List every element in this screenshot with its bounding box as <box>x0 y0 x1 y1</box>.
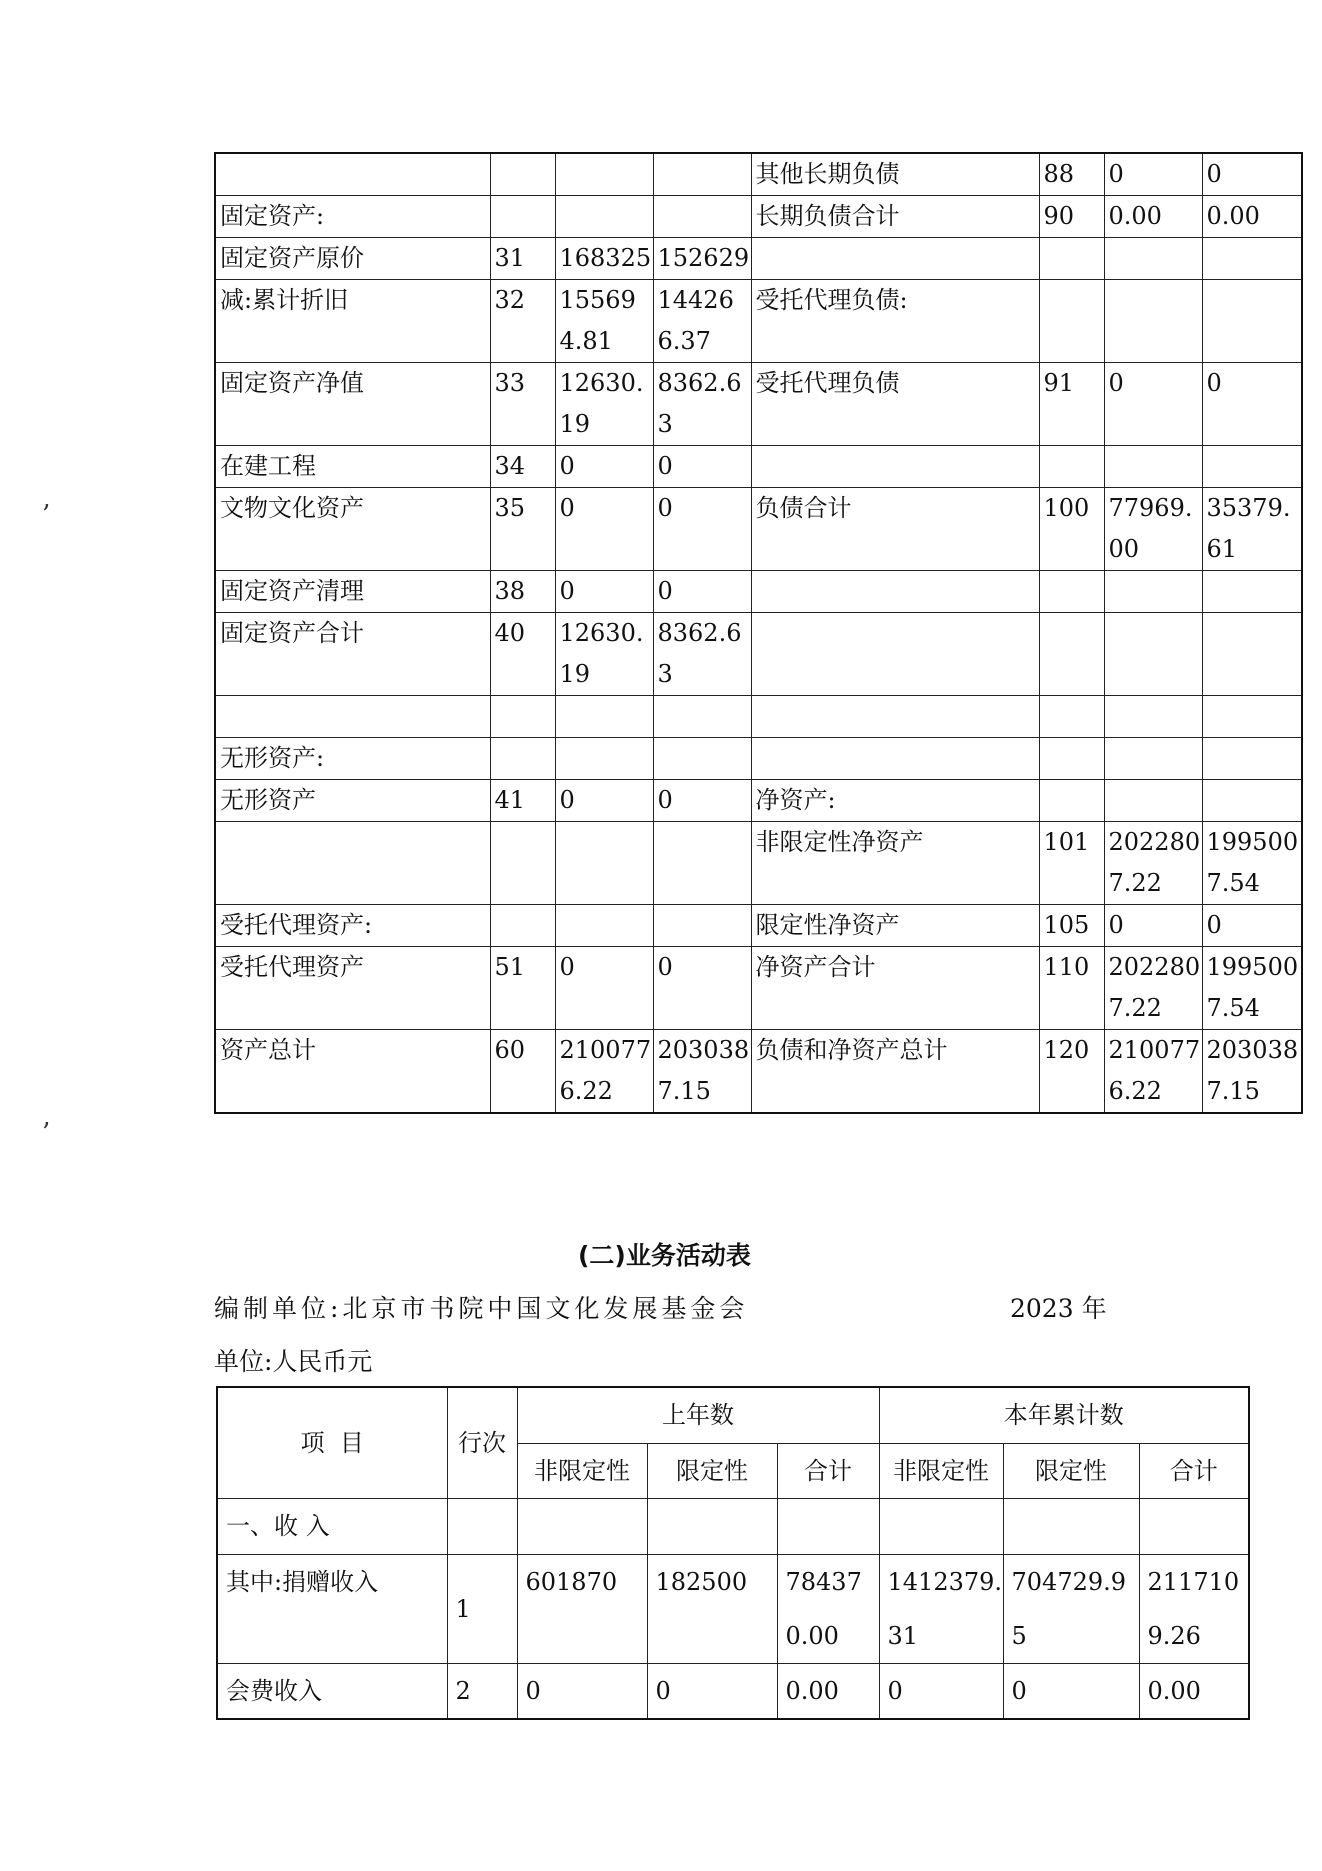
table-row <box>215 363 1302 446</box>
table-cell <box>1202 238 1302 280</box>
header-curr-total: 合计 <box>1139 1443 1249 1498</box>
table-cell <box>653 196 751 238</box>
header-curr-restricted: 限定性 <box>1003 1443 1139 1498</box>
header-prev-total: 合计 <box>777 1443 879 1498</box>
table-cell: 0 <box>555 446 653 488</box>
table-cell: 负债和净资产总计 <box>751 1030 1039 1114</box>
table-cell: 41 <box>490 780 555 822</box>
table-cell: 8362.63 <box>653 363 751 446</box>
table-cell: 固定资产合计 <box>215 613 490 696</box>
header-item: 项 目 <box>217 1387 447 1498</box>
table-cell: 固定资产原价 <box>215 238 490 280</box>
table-cell: 1 <box>447 1554 517 1663</box>
table-cell <box>555 738 653 780</box>
scan-mark: ’ <box>42 1118 51 1148</box>
table-cell: 长期负债合计 <box>751 196 1039 238</box>
table-cell: 0 <box>555 780 653 822</box>
table-cell <box>1104 571 1202 613</box>
header-curr-unrestricted: 非限定性 <box>879 1443 1003 1498</box>
table-cell: 91 <box>1039 363 1104 446</box>
table-cell <box>1104 738 1202 780</box>
header-curr-year: 本年累计数 <box>879 1387 1249 1443</box>
table-cell: 0 <box>1104 153 1202 196</box>
table-cell <box>447 1498 517 1554</box>
table-cell: 90 <box>1039 196 1104 238</box>
table-cell <box>751 446 1039 488</box>
table-row <box>215 905 1302 947</box>
table-cell <box>490 738 555 780</box>
table-cell: 0 <box>1202 905 1302 947</box>
table-cell: 2117109.26 <box>1139 1554 1249 1663</box>
table-cell <box>653 738 751 780</box>
table-cell: 0 <box>1003 1663 1139 1719</box>
table-cell: 0 <box>653 446 751 488</box>
header-row-no: 行次 <box>447 1387 517 1498</box>
table-cell <box>517 1498 647 1554</box>
table-cell: 会费收入 <box>217 1663 447 1719</box>
table-row <box>215 488 1302 571</box>
table-cell <box>1039 696 1104 738</box>
table-cell <box>215 696 490 738</box>
table-cell <box>490 196 555 238</box>
table-cell <box>1003 1498 1139 1554</box>
table-cell <box>777 1498 879 1554</box>
table-cell <box>647 1498 777 1554</box>
table-cell <box>490 696 555 738</box>
table-cell: 88 <box>1039 153 1104 196</box>
table-cell: 2 <box>447 1663 517 1719</box>
table-cell: 减:累计折旧 <box>215 280 490 363</box>
table-cell <box>1039 446 1104 488</box>
table-cell <box>751 738 1039 780</box>
report-year: 2023 年 <box>1010 1294 1107 1323</box>
table-cell: 12630.19 <box>555 363 653 446</box>
activity-report-title: (二)业务活动表 <box>578 1241 751 1270</box>
table-cell <box>653 696 751 738</box>
table-cell <box>555 696 653 738</box>
table-cell: 601870 <box>517 1554 647 1663</box>
table-cell <box>1202 696 1302 738</box>
table-row <box>215 446 1302 488</box>
table-cell: 0.00 <box>1139 1663 1249 1719</box>
table-cell <box>1039 571 1104 613</box>
table-cell: 35379.61 <box>1202 488 1302 571</box>
table-cell: 0.00 <box>777 1663 879 1719</box>
table-cell: 110 <box>1039 947 1104 1030</box>
table-cell <box>555 153 653 196</box>
table-cell <box>1039 280 1104 363</box>
table-cell <box>215 153 490 196</box>
table-cell <box>555 905 653 947</box>
table-row <box>215 822 1302 905</box>
table-cell: 其他长期负债 <box>751 153 1039 196</box>
table-cell <box>1039 238 1104 280</box>
table-cell: 38 <box>490 571 555 613</box>
table-cell <box>1104 280 1202 363</box>
table-cell: 1995007.54 <box>1202 822 1302 905</box>
table-cell <box>1202 571 1302 613</box>
table-cell: 31 <box>490 238 555 280</box>
table-cell <box>1039 738 1104 780</box>
table-row <box>215 280 1302 363</box>
table-cell <box>653 905 751 947</box>
table-cell <box>751 613 1039 696</box>
table-cell: 155694.81 <box>555 280 653 363</box>
table-row <box>215 1030 1302 1114</box>
table-cell: 0 <box>653 571 751 613</box>
table-cell: 2022807.22 <box>1104 947 1202 1030</box>
table-cell: 144266.37 <box>653 280 751 363</box>
table-cell: 101 <box>1039 822 1104 905</box>
table-cell: 0 <box>1202 153 1302 196</box>
table-cell: 35 <box>490 488 555 571</box>
table-cell: 固定资产净值 <box>215 363 490 446</box>
table-cell: 0 <box>555 488 653 571</box>
table-cell: 受托代理负债 <box>751 363 1039 446</box>
table-cell: 0 <box>517 1663 647 1719</box>
activity-table <box>216 1386 1250 1720</box>
table-row <box>215 196 1302 238</box>
header-prev-restricted: 限定性 <box>647 1443 777 1498</box>
table-row <box>215 738 1302 780</box>
table-cell <box>1202 780 1302 822</box>
table-cell: 33 <box>490 363 555 446</box>
table-cell: 0 <box>1104 363 1202 446</box>
table-cell: 净资产: <box>751 780 1039 822</box>
table-cell: 非限定性净资产 <box>751 822 1039 905</box>
table-cell <box>751 238 1039 280</box>
table-cell: 12630.19 <box>555 613 653 696</box>
table-cell: 34 <box>490 446 555 488</box>
table-cell: 1995007.54 <box>1202 947 1302 1030</box>
table-cell: 152629 <box>653 238 751 280</box>
table-row <box>217 1554 1249 1663</box>
table-cell: 120 <box>1039 1030 1104 1114</box>
table-cell <box>1139 1498 1249 1554</box>
table-row <box>217 1498 1249 1554</box>
header-prev-year: 上年数 <box>517 1387 879 1443</box>
table-cell <box>555 822 653 905</box>
table-cell: 0.00 <box>1202 196 1302 238</box>
table-cell: 0 <box>647 1663 777 1719</box>
table-row <box>215 780 1302 822</box>
table-cell: 限定性净资产 <box>751 905 1039 947</box>
table-cell <box>490 153 555 196</box>
table-cell: 受托代理资产: <box>215 905 490 947</box>
table-cell: 2030387.15 <box>1202 1030 1302 1114</box>
table-cell: 文物文化资产 <box>215 488 490 571</box>
table-cell: 2022807.22 <box>1104 822 1202 905</box>
table-cell: 1412379.31 <box>879 1554 1003 1663</box>
table-cell: 100 <box>1039 488 1104 571</box>
table-cell: 784370.00 <box>777 1554 879 1663</box>
table-cell: 0 <box>1104 905 1202 947</box>
table-cell: 105 <box>1039 905 1104 947</box>
table-cell: 受托代理资产 <box>215 947 490 1030</box>
table-cell: 0 <box>653 947 751 1030</box>
table-cell: 固定资产: <box>215 196 490 238</box>
currency-unit-label: 单位:人民币元 <box>214 1347 373 1376</box>
table-cell <box>1104 446 1202 488</box>
scan-mark: ’ <box>42 500 51 530</box>
org-label: 编制单位:北京市书院中国文化发展基金会 <box>214 1294 749 1323</box>
table-cell <box>1104 780 1202 822</box>
table-cell <box>1104 696 1202 738</box>
table-cell <box>1202 280 1302 363</box>
table-cell: 2100776.22 <box>1104 1030 1202 1114</box>
table-cell: 0 <box>555 571 653 613</box>
table-cell <box>751 696 1039 738</box>
table-cell: 60 <box>490 1030 555 1114</box>
table-cell: 2030387.15 <box>653 1030 751 1114</box>
table-row <box>215 947 1302 1030</box>
table-row <box>215 238 1302 280</box>
table-cell: 0 <box>653 488 751 571</box>
table-cell: 受托代理负债: <box>751 280 1039 363</box>
table-cell <box>1039 613 1104 696</box>
table-cell <box>1202 613 1302 696</box>
table-cell: 51 <box>490 947 555 1030</box>
table-cell: 净资产合计 <box>751 947 1039 1030</box>
header-prev-unrestricted: 非限定性 <box>517 1443 647 1498</box>
table-cell: 32 <box>490 280 555 363</box>
table-cell <box>653 822 751 905</box>
table-cell: 0 <box>879 1663 1003 1719</box>
table-cell: 0 <box>653 780 751 822</box>
table-row <box>217 1663 1249 1719</box>
table-cell <box>490 822 555 905</box>
table-cell <box>1039 780 1104 822</box>
table-cell: 无形资产 <box>215 780 490 822</box>
table-row <box>215 571 1302 613</box>
balance-sheet-table <box>214 152 1303 1114</box>
table-cell: 资产总计 <box>215 1030 490 1114</box>
table-cell: 40 <box>490 613 555 696</box>
table-cell: 在建工程 <box>215 446 490 488</box>
table-row <box>215 696 1302 738</box>
table-cell <box>751 571 1039 613</box>
table-cell <box>879 1498 1003 1554</box>
table-cell: 负债合计 <box>751 488 1039 571</box>
table-cell <box>215 822 490 905</box>
table-cell: 固定资产清理 <box>215 571 490 613</box>
table-cell <box>1202 446 1302 488</box>
table-cell: 其中:捐赠收入 <box>217 1554 447 1663</box>
table-cell: 无形资产: <box>215 738 490 780</box>
table-cell <box>653 153 751 196</box>
table-cell: 182500 <box>647 1554 777 1663</box>
table-cell: 704729.95 <box>1003 1554 1139 1663</box>
table-row <box>215 613 1302 696</box>
table-cell <box>1202 738 1302 780</box>
table-cell: 0 <box>1202 363 1302 446</box>
table-cell <box>1104 238 1202 280</box>
table-cell: 77969.00 <box>1104 488 1202 571</box>
table-cell <box>490 905 555 947</box>
table-cell <box>555 196 653 238</box>
table-cell: 8362.63 <box>653 613 751 696</box>
table-row <box>215 153 1302 196</box>
table-cell: 0 <box>555 947 653 1030</box>
table-cell: 2100776.22 <box>555 1030 653 1114</box>
table-cell <box>1104 613 1202 696</box>
table-cell: 一、收 入 <box>217 1498 447 1554</box>
table-cell: 168325 <box>555 238 653 280</box>
table-cell: 0.00 <box>1104 196 1202 238</box>
